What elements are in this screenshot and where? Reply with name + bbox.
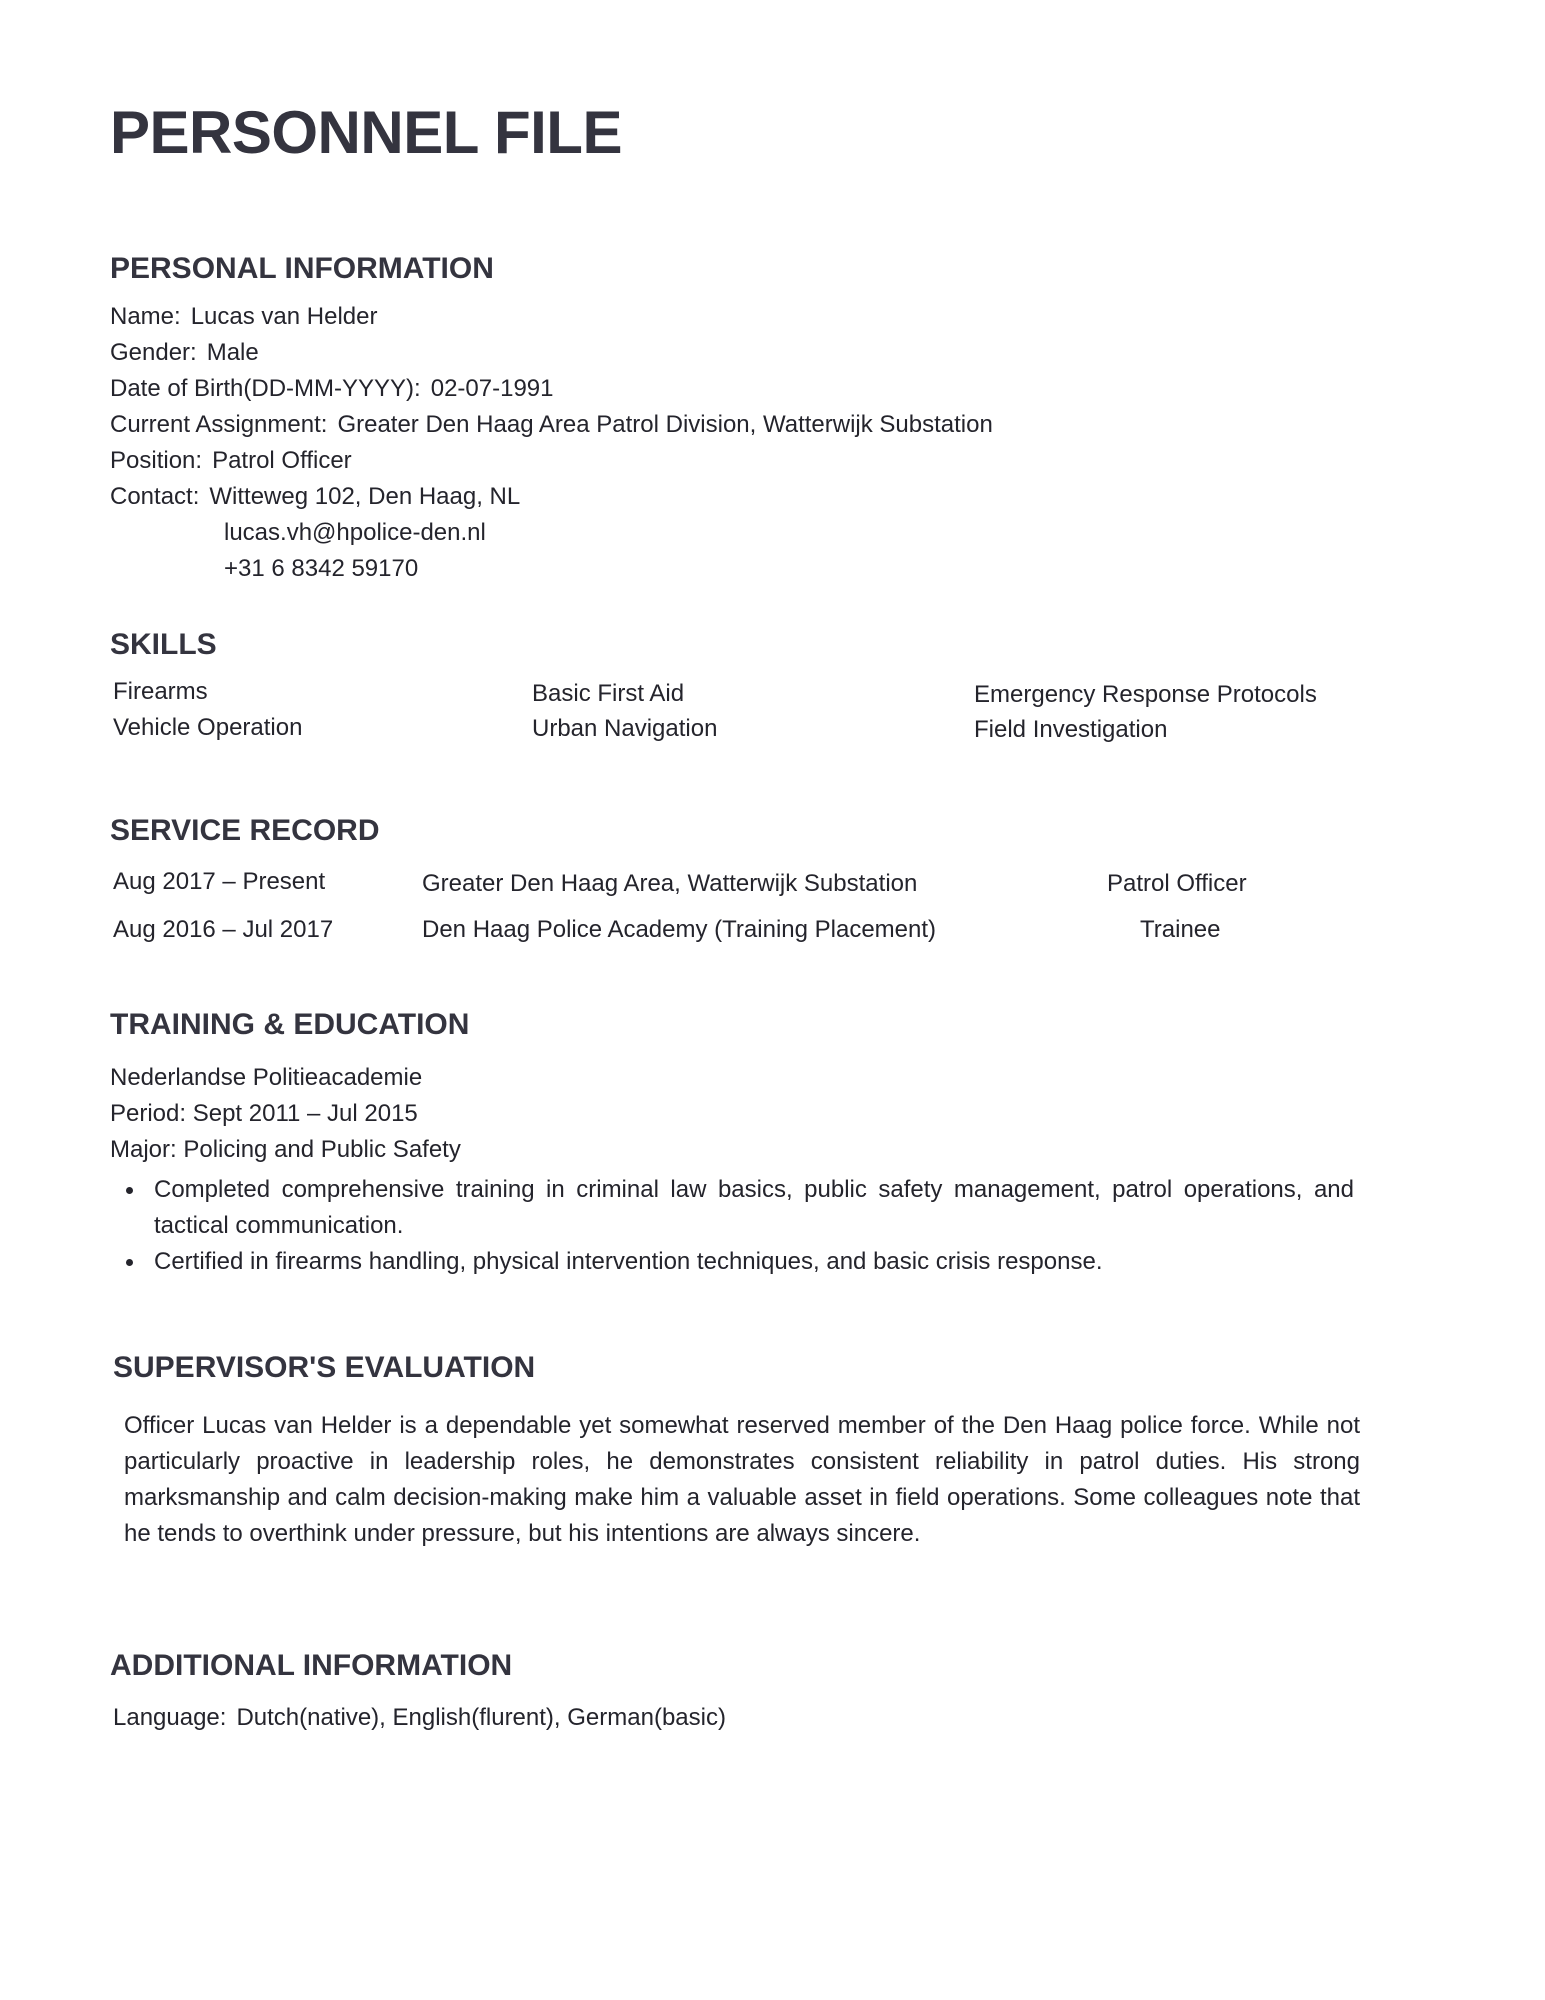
skill-item: Basic First Aid: [532, 680, 685, 707]
training-period: Period: Sept 2011 – Jul 2015: [110, 1100, 418, 1127]
assignment-label: Current Assignment:: [110, 411, 328, 438]
position-label: Position:: [110, 447, 203, 474]
assignment-row: [110, 413, 993, 437]
training-heading: TRAINING & EDUCATION: [110, 1008, 470, 1041]
service-location: Den Haag Police Academy (Training Placement): [422, 916, 937, 943]
evaluation-text: Officer Lucas van Helder is a dependable yet somewhat reserved member of the Den Haag police force. While not particularly proactive in leadership roles, he demonstrates consistent reliability in patrol duties. His strong marksmanship and calm decision-making make him a valuable asset in field operations. Some colleagues note that he tends to overthink under pressure, but his intentions are always sincere.: [124, 1412, 1360, 1547]
gender-value: Male: [206, 339, 259, 366]
list-item: [110, 1172, 1354, 1244]
personal-information-heading: PERSONAL INFORMATION: [110, 252, 494, 285]
dob-label: Date of Birth(DD-MM-YYYY):: [110, 375, 421, 402]
assignment-value: Greater Den Haag Area Patrol Division, Watterwijk Substation: [337, 411, 993, 438]
name-label: Name:: [110, 303, 181, 330]
training-bullet-text: Completed comprehensive training in criminal law basics, public safety management, patrol operations, and tactical communication.: [154, 1176, 1354, 1239]
language-label: Language:: [113, 1704, 227, 1731]
language-value: Dutch(native), English(flurent), German(basic): [236, 1704, 726, 1731]
service-role: Trainee: [1140, 916, 1221, 943]
skills-heading: SKILLS: [110, 628, 217, 661]
contact-label: Contact:: [110, 483, 200, 510]
position-value: Patrol Officer: [212, 447, 352, 474]
contact-email: lucas.vh@hpolice-den.nl: [224, 519, 486, 546]
bullet-icon: [126, 1259, 133, 1266]
contact-row: [110, 485, 520, 509]
evaluation-heading: SUPERVISOR'S EVALUATION: [113, 1351, 536, 1384]
bullet-icon: [126, 1187, 133, 1194]
service-role: Patrol Officer: [1107, 870, 1247, 897]
skill-item: Firearms: [113, 678, 208, 705]
skill-item: Field Investigation: [974, 716, 1168, 743]
service-record-heading: SERVICE RECORD: [110, 814, 380, 847]
training-major: Major: Policing and Public Safety: [110, 1136, 461, 1163]
service-period: Aug 2016 – Jul 2017: [113, 916, 334, 943]
training-institution: Nederlandse Politieacademie: [110, 1064, 423, 1091]
name-value: Lucas van Helder: [190, 303, 378, 330]
service-location: Greater Den Haag Area, Watterwijk Substation: [422, 870, 918, 897]
gender-label: Gender:: [110, 339, 197, 366]
skill-item: Emergency Response Protocols: [974, 681, 1317, 708]
service-period: Aug 2017 – Present: [113, 868, 326, 895]
contact-address: Witteweg 102, Den Haag, NL: [209, 483, 521, 510]
document-title: PERSONNEL FILE: [110, 99, 622, 166]
gender-row: [110, 341, 259, 365]
skill-item: Urban Navigation: [532, 715, 718, 742]
training-bullet-list: [110, 1172, 1354, 1280]
language-row: [113, 1706, 726, 1730]
skill-item: Vehicle Operation: [113, 714, 303, 741]
training-bullet-text: Certified in firearms handling, physical intervention techniques, and basic crisis response.: [154, 1248, 1103, 1275]
contact-phone: +31 6 8342 59170: [224, 555, 419, 582]
name-row: [110, 305, 377, 329]
additional-information-heading: ADDITIONAL INFORMATION: [110, 1649, 513, 1682]
dob-value: 02-07-1991: [430, 375, 554, 402]
position-row: [110, 449, 352, 473]
list-item: [110, 1244, 1354, 1280]
dob-row: [110, 377, 553, 401]
